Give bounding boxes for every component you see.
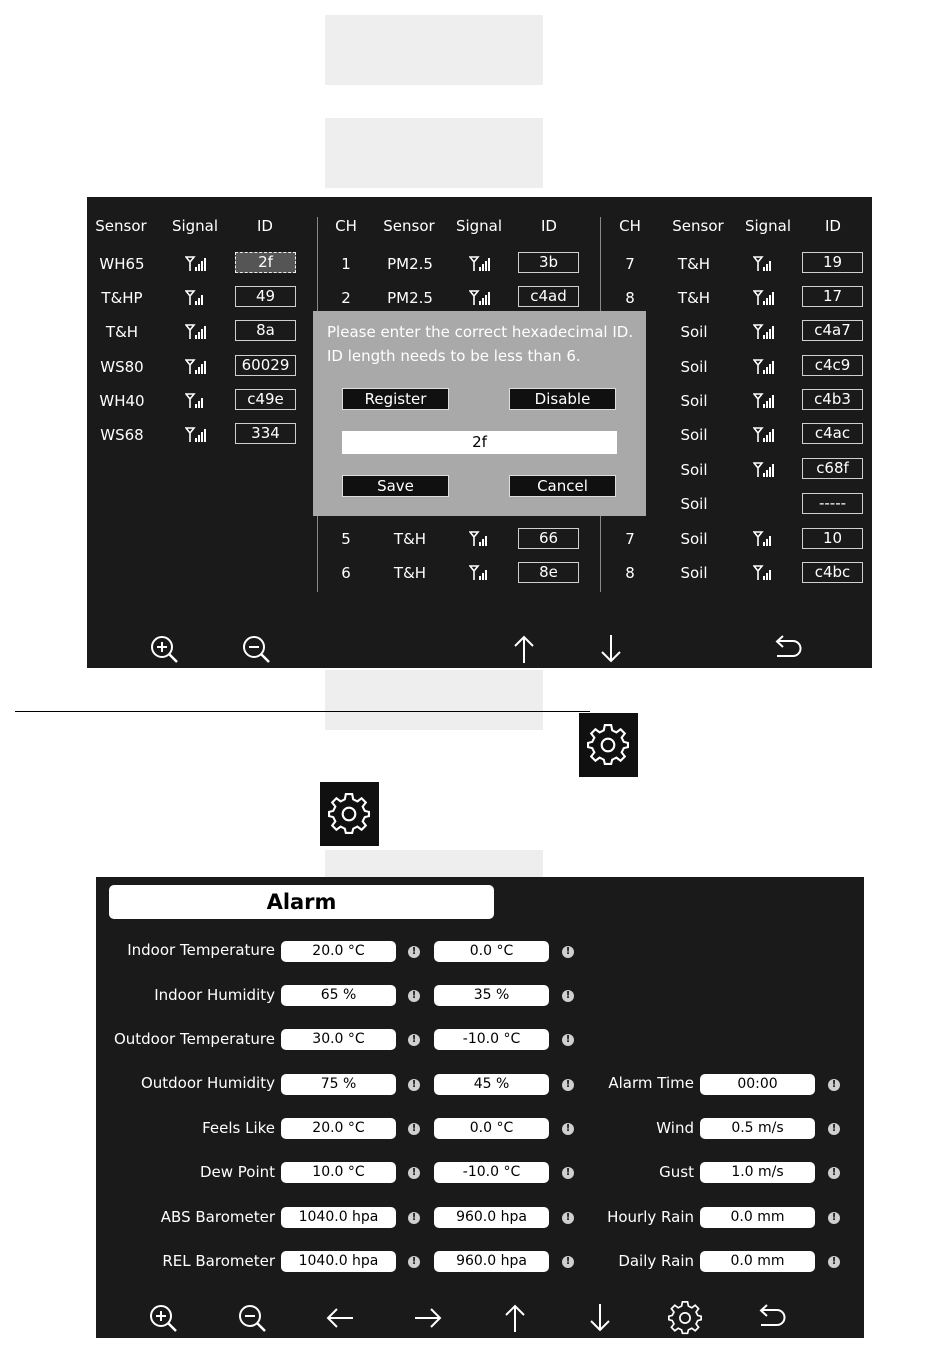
alarm-toggle-icon[interactable]: ! (828, 1212, 840, 1224)
id-field[interactable]: 60029 (235, 355, 296, 376)
signal-icon (185, 256, 207, 272)
sensor-name: Soil (680, 358, 708, 376)
channel-number: 1 (341, 255, 351, 273)
dialog-message: ID length needs to be less than 6. (327, 347, 581, 365)
sensor-name: PM2.5 (387, 255, 433, 273)
alarm-toggle-icon[interactable]: ! (562, 1167, 574, 1179)
alarm-toggle-icon[interactable]: ! (408, 1167, 420, 1179)
save-button[interactable]: Save (342, 475, 449, 497)
alarm-label: Indoor Temperature (127, 941, 275, 959)
id-field[interactable]: 49 (235, 286, 296, 307)
id-field[interactable]: c4ad (518, 286, 579, 307)
alarm-label: Outdoor Temperature (113, 1030, 275, 1048)
back-icon[interactable] (769, 632, 803, 666)
alarm-toggle-icon[interactable]: ! (562, 1212, 574, 1224)
cancel-button[interactable]: Cancel (509, 475, 616, 497)
high-alarm-value[interactable]: 1040.0 hpa (281, 1251, 396, 1272)
id-input[interactable]: 2f (342, 431, 617, 454)
gear-icon (587, 724, 629, 766)
back-icon[interactable] (753, 1301, 787, 1335)
settings-button[interactable] (579, 713, 638, 777)
signal-icon (185, 359, 207, 375)
sensor-name: T&H (677, 255, 711, 273)
alarm-label: Feels Like (202, 1119, 275, 1137)
register-button[interactable]: Register (342, 388, 449, 410)
gear-icon[interactable] (668, 1301, 702, 1335)
alarm-toggle-icon[interactable]: ! (562, 1123, 574, 1135)
alarm-screen (96, 877, 864, 1338)
low-alarm-value[interactable]: -10.0 °C (434, 1029, 549, 1050)
alarm-toggle-icon[interactable]: ! (408, 946, 420, 958)
high-alarm-value[interactable]: 75 % (281, 1074, 396, 1095)
signal-icon (469, 256, 491, 272)
zoom-out-icon[interactable] (239, 632, 273, 666)
header-signal: Signal (744, 217, 792, 235)
header-ch: CH (619, 217, 641, 235)
alarm-label: Dew Point (199, 1163, 275, 1181)
sensor-name: WH65 (99, 255, 145, 273)
sensor-name: T&H (393, 564, 427, 582)
hex-id-dialog (313, 311, 646, 516)
low-alarm-value[interactable]: 0.0 °C (434, 941, 549, 962)
sensor-name: Soil (680, 426, 708, 444)
sensor-name: T&HP (101, 289, 143, 307)
alarm-toggle-icon[interactable]: ! (828, 1256, 840, 1268)
signal-icon (469, 565, 491, 581)
header-signal: Signal (171, 217, 219, 235)
alarm-label: Gust (659, 1163, 694, 1181)
id-field[interactable]: 10 (802, 528, 863, 549)
header-signal: Signal (455, 217, 503, 235)
alarm-toggle-icon[interactable]: ! (828, 1167, 840, 1179)
alarm-label: Alarm Time (608, 1074, 694, 1092)
signal-icon (469, 290, 491, 306)
id-field[interactable]: 66 (518, 528, 579, 549)
header-id: ID (257, 217, 273, 235)
sensor-name: T&H (677, 289, 711, 307)
signal-icon (185, 324, 207, 340)
alarm-toggle-icon[interactable]: ! (408, 1256, 420, 1268)
id-field[interactable]: 3b (518, 252, 579, 273)
id-field[interactable]: c4bc (802, 562, 863, 583)
sensor-name: PM2.5 (387, 289, 433, 307)
channel-number: 8 (625, 289, 635, 307)
header-sensor: Sensor (383, 217, 435, 235)
low-alarm-value[interactable]: 0.0 °C (434, 1118, 549, 1139)
header-id: ID (825, 217, 841, 235)
sensor-name: T&H (393, 530, 427, 548)
alarm-toggle-icon[interactable]: ! (408, 1212, 420, 1224)
alarm-toggle-icon[interactable]: ! (408, 990, 420, 1002)
alarm-label: Daily Rain (618, 1252, 694, 1270)
zoom-out-icon[interactable] (235, 1301, 269, 1335)
alarm-toggle-icon[interactable]: ! (562, 1256, 574, 1268)
header-sensor: Sensor (672, 217, 724, 235)
sensor-name: WS80 (100, 358, 144, 376)
low-alarm-value[interactable]: 960.0 hpa (434, 1207, 549, 1228)
channel-number: 7 (625, 255, 635, 273)
alarm-toggle-icon[interactable]: ! (408, 1079, 420, 1091)
id-field[interactable]: c4c9 (802, 355, 863, 376)
high-alarm-value[interactable]: 65 % (281, 985, 396, 1006)
arrow-right-icon[interactable] (411, 1301, 445, 1335)
high-alarm-value[interactable]: 20.0 °C (281, 1118, 396, 1139)
alarm-value[interactable]: 0.0 mm (700, 1251, 815, 1272)
low-alarm-value[interactable]: 35 % (434, 985, 549, 1006)
alarm-label: Indoor Humidity (154, 986, 275, 1004)
high-alarm-value[interactable]: 30.0 °C (281, 1029, 396, 1050)
arrow-up-icon[interactable] (507, 632, 541, 666)
alarm-toggle-icon[interactable]: ! (562, 990, 574, 1002)
id-field[interactable]: 8a (235, 320, 296, 341)
alarm-toggle-icon[interactable]: ! (408, 1123, 420, 1135)
sensor-name: Soil (680, 461, 708, 479)
id-field[interactable]: 8e (518, 562, 579, 583)
arrow-down-icon[interactable] (583, 1301, 617, 1335)
divider-line (15, 711, 590, 712)
alarm-toggle-icon[interactable]: ! (828, 1123, 840, 1135)
header-ch: CH (335, 217, 357, 235)
sensor-name: WS68 (100, 426, 144, 444)
alarm-value[interactable]: 0.0 mm (700, 1207, 815, 1228)
alarm-label: ABS Barometer (160, 1208, 275, 1226)
gear-icon (328, 793, 370, 835)
channel-number: 2 (341, 289, 351, 307)
channel-number: 7 (625, 530, 635, 548)
alarm-toggle-icon[interactable]: ! (562, 1034, 574, 1046)
disable-button[interactable]: Disable (509, 388, 616, 410)
signal-icon (753, 256, 775, 272)
sensor-name: Soil (680, 564, 708, 582)
alarm-label: REL Barometer (162, 1252, 275, 1270)
signal-icon (753, 324, 775, 340)
sensor-name: Soil (680, 495, 708, 513)
high-alarm-value[interactable]: 1040.0 hpa (281, 1207, 396, 1228)
arrow-up-icon[interactable] (498, 1301, 532, 1335)
alarm-toggle-icon[interactable]: ! (562, 1079, 574, 1091)
alarm-value[interactable]: 0.5 m/s (700, 1118, 815, 1139)
id-field[interactable]: c49e (235, 389, 296, 410)
alarm-label: Wind (656, 1119, 694, 1137)
alarm-toggle-icon[interactable]: ! (828, 1079, 840, 1091)
signal-icon (753, 359, 775, 375)
id-field[interactable]: c68f (802, 458, 863, 479)
id-field[interactable]: c4ac (802, 423, 863, 444)
sensor-name: Soil (680, 530, 708, 548)
signal-icon (753, 565, 775, 581)
zoom-in-icon[interactable] (146, 1301, 180, 1335)
signal-icon (753, 462, 775, 478)
arrow-down-icon[interactable] (594, 632, 628, 666)
signal-icon (753, 531, 775, 547)
id-field[interactable]: 19 (802, 252, 863, 273)
id-field[interactable]: 2f (235, 252, 296, 273)
sensor-name: T&H (105, 323, 139, 341)
high-alarm-value[interactable]: 10.0 °C (281, 1162, 396, 1183)
signal-icon (185, 393, 207, 409)
id-field[interactable]: 17 (802, 286, 863, 307)
low-alarm-value[interactable]: 960.0 hpa (434, 1251, 549, 1272)
arrow-left-icon[interactable] (323, 1301, 357, 1335)
settings-button[interactable] (320, 782, 379, 846)
id-field[interactable]: ----- (802, 493, 863, 514)
channel-number: 8 (625, 564, 635, 582)
signal-icon (185, 427, 207, 443)
sensor-name: WH40 (99, 392, 145, 410)
dialog-message: Please enter the correct hexadecimal ID. (327, 323, 634, 341)
alarm-toggle-icon[interactable]: ! (408, 1034, 420, 1046)
signal-icon (753, 393, 775, 409)
low-alarm-value[interactable]: -10.0 °C (434, 1162, 549, 1183)
channel-number: 6 (341, 564, 351, 582)
zoom-in-icon[interactable] (147, 632, 181, 666)
alarm-value[interactable]: 1.0 m/s (700, 1162, 815, 1183)
low-alarm-value[interactable]: 45 % (434, 1074, 549, 1095)
alarm-value[interactable]: 00:00 (700, 1074, 815, 1095)
alarm-label: Hourly Rain (607, 1208, 694, 1226)
id-field[interactable]: c4a7 (802, 320, 863, 341)
alarm-toggle-icon[interactable]: ! (562, 946, 574, 958)
page-title: Alarm (109, 885, 494, 919)
signal-icon (185, 290, 207, 306)
signal-icon (753, 290, 775, 306)
high-alarm-value[interactable]: 20.0 °C (281, 941, 396, 962)
sensor-name: Soil (680, 392, 708, 410)
header-sensor: Sensor (95, 217, 147, 235)
sensor-name: Soil (680, 323, 708, 341)
id-field[interactable]: 334 (235, 423, 296, 444)
id-field[interactable]: c4b3 (802, 389, 863, 410)
signal-icon (469, 531, 491, 547)
channel-number: 5 (341, 530, 351, 548)
signal-icon (753, 427, 775, 443)
alarm-label: Outdoor Humidity (140, 1074, 275, 1092)
header-id: ID (541, 217, 557, 235)
